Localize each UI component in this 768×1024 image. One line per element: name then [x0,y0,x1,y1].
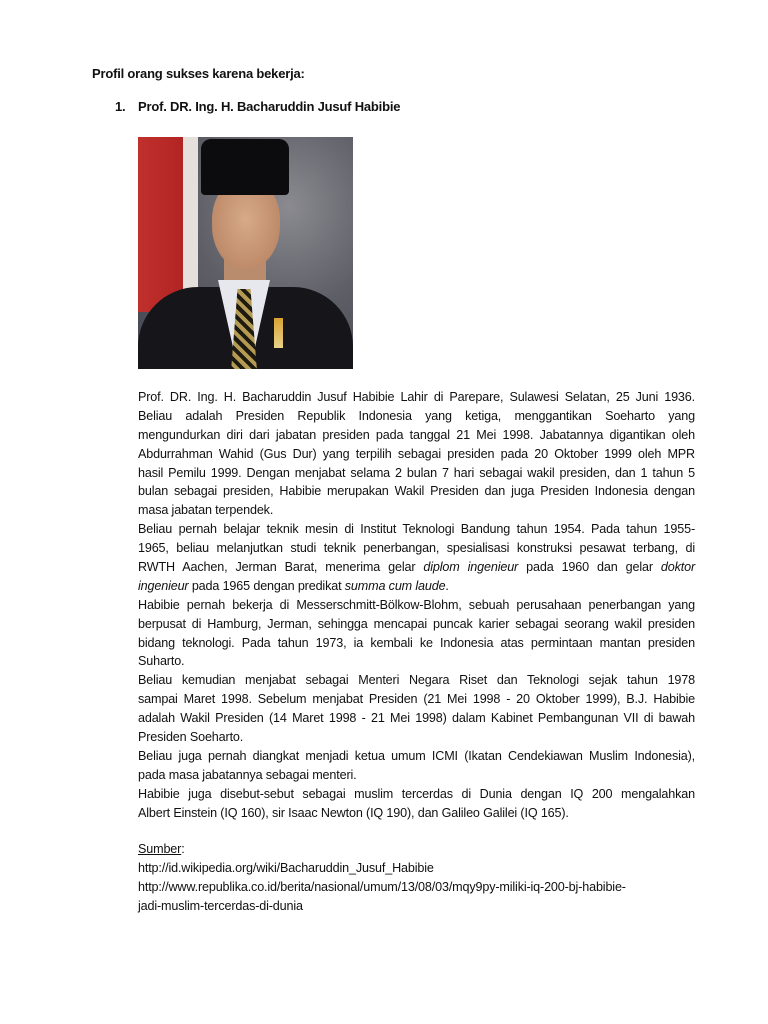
sources-section [138,840,626,916]
text-line [138,577,695,596]
text-line [138,671,695,690]
italic-text: doktor [660,560,695,575]
list-item-heading [115,99,400,114]
text-segment: Beliau juga pernah diangkat menjadi ketua umum ICMI (Ikatan Cendekiawan Muslim Indonesia), [138,748,695,763]
text-segment: masa jabatan terpendek. [138,503,274,518]
text-segment: berpusat di Hamburg, Jerman, sehingga mencapai puncak karier sebagai seorang wakil presiden [138,616,695,631]
text-line [138,558,695,577]
text-segment: pada 1965 dengan predikat [188,578,345,593]
text-line [138,445,695,464]
portrait-photo [138,137,353,369]
text-segment: . [445,578,449,593]
text-line [138,747,695,766]
italic-text: ingenieur [138,578,189,593]
source-link-republika-line2[interactable]: jadi-muslim-tercerdas-di-dunia [138,898,303,913]
text-segment: mengundurkan diri dari jabatan presiden pada tanggal 21 Mei 1998. Jabatannya digantikan oleh [138,427,695,442]
text-line [138,482,695,501]
text-line [138,804,695,823]
text-segment: Beliau kemudian menjabat sebagai Menteri Negara Riset dan Teknologi sejak tahun 1978 [138,673,695,688]
text-segment: bulan sebagai presiden, Habibie merupakan Wakil Presiden dan juga Presiden Indonesia dengan [138,484,695,499]
text-line [138,596,695,615]
list-number: 1. [115,99,126,114]
flag-white-stripe [183,137,198,312]
text-line [138,501,695,520]
medal [274,318,283,348]
text-line [138,539,695,558]
source-link-wikipedia[interactable]: http://id.wikipedia.org/wiki/Bacharuddin_Jusuf_Habibie [138,860,434,875]
text-line [138,407,695,426]
text-line [138,690,695,709]
text-line [138,709,695,728]
text-line [138,766,695,785]
peci-hat [201,139,289,195]
text-line [138,615,695,634]
text-segment: Habibie pernah bekerja di Messerschmitt-Bölkow-Blohm, sebuah perusahaan penerbangan yang [138,597,695,612]
text-line [138,728,695,747]
text-segment: Prof. DR. Ing. H. Bacharuddin Jusuf Habibie Lahir di Parepare, Sulawesi Selatan, 25 Juni 1936. [138,390,695,404]
text-line [138,785,695,804]
text-segment: hasil Pemilu 1999. Dengan menjabat selama 2 bulan 7 hari sebagai wakil presiden, dan 1 tahun 5 [138,465,695,480]
source-link-republika-line1[interactable]: http://www.republika.co.id/berita/nasional/umum/13/08/03/mqy9py-miliki-iq-200-bj-habibie- [138,879,626,894]
text-segment: pada 1960 dan gelar [518,560,661,575]
text-segment: Suharto. [138,654,185,669]
text-line [138,464,695,483]
text-segment: Albert Einstein (IQ 160), sir Isaac Newton (IQ 190), dan Galileo Galilei (IQ 165). [138,805,569,820]
sources-heading: Sumber [138,842,182,856]
text-line [138,520,695,539]
person-name: Prof. DR. Ing. H. Bacharuddin Jusuf Habibie [138,99,401,114]
text-segment: Abdurrahman Wahid (Gus Dur) yang terpilih sebagai presiden pada 20 Oktober 1999 oleh MPR [138,446,695,461]
biography-text [138,388,695,822]
text-segment: Habibie juga disebut-sebut sebagai muslim tercerdas di Dunia dengan IQ 200 mengalahkan [138,786,695,801]
flag-red-stripe [138,137,183,312]
text-segment: Presiden Soeharto. [138,730,244,745]
text-line [138,426,695,445]
text-line [138,634,695,653]
text-segment: 1965, beliau melanjutkan studi teknik penerbangan, spesialisasi konstruksi pesawat terbang, di [138,541,695,556]
document-heading: Profil orang sukses karena bekerja: [92,66,305,81]
italic-text: diplom ingenieur [423,560,519,575]
text-line [138,652,695,671]
text-segment: Beliau pernah belajar teknik mesin di Institut Teknologi Bandung tahun 1954. Pada tahun 1955- [138,522,695,537]
italic-text: summa cum laude [344,578,446,593]
text-segment: adalah Wakil Presiden (14 Maret 1998 - 21 Mei 1998) dalam Kabinet Pembangunan VII di bawah [138,711,695,726]
text-segment: RWTH Aachen, Jerman Barat, menerima gelar [138,560,424,575]
text-segment: sampai Maret 1998. Sebelum menjabat Presiden (21 Mei 1998 - 20 Oktober 1999), B.J. Habibie [138,692,695,707]
text-segment: Beliau adalah Presiden Republik Indonesia yang ketiga, menggantikan Soeharto yang [138,408,695,423]
text-segment: bidang teknologi. Pada tahun 1973, ia kembali ke Indonesia atas permintaan mantan presiden [138,635,695,650]
text-segment: pada masa jabatannya sebagai menteri. [138,767,357,782]
sources-colon: : [181,842,185,856]
text-line [138,388,695,407]
